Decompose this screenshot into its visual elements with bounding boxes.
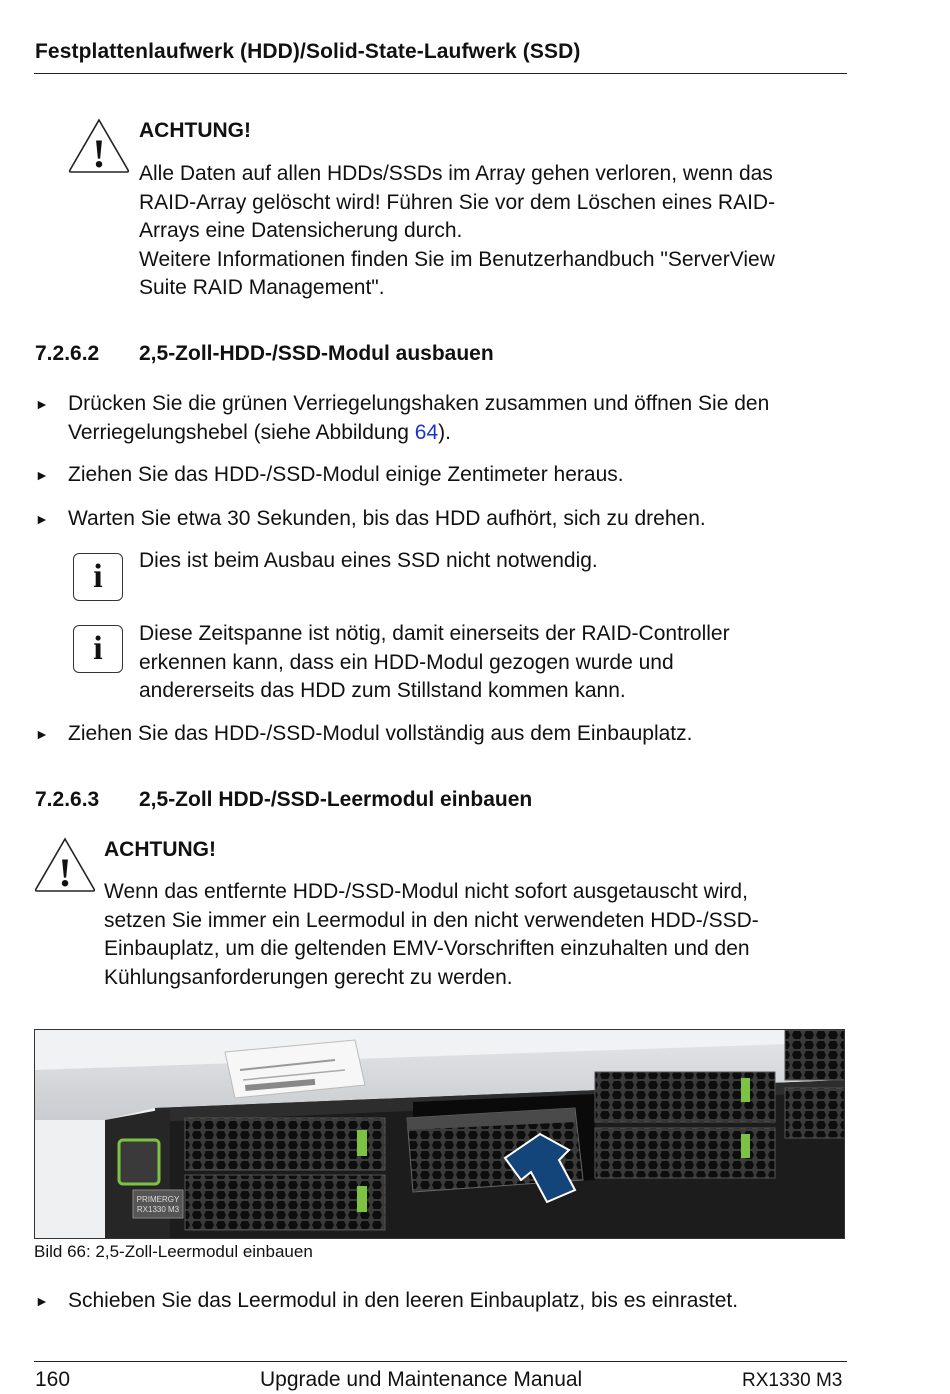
info-icon: i xyxy=(73,625,123,673)
bullet-icon: ► xyxy=(35,396,49,412)
info-text xyxy=(139,620,859,706)
figure-caption: Bild 66: 2,5-Zoll-Leermodul einbauen xyxy=(34,1242,313,1261)
caution2-line: setzen Sie immer ein Leermodul in den nicht verwendeten HDD-/SSD- xyxy=(104,908,759,932)
svg-text:!: ! xyxy=(92,131,106,176)
step-line-text: ). xyxy=(438,420,451,444)
server-drawing xyxy=(35,1030,845,1239)
step-line-text: Verriegelungshebel (siehe Abbildung xyxy=(68,420,415,444)
figure-server-illustration xyxy=(34,1029,845,1239)
step-line xyxy=(68,419,858,448)
svg-text:!: ! xyxy=(58,850,72,895)
bullet-icon: ► xyxy=(35,726,49,742)
section-title: 2,5-Zoll HDD-/SSD-Leermodul einbauen xyxy=(139,788,533,811)
section-number: 7.2.6.2 xyxy=(35,342,100,365)
caution1-line: Alle Daten auf allen HDDs/SSDs im Array gehen verloren, wenn das xyxy=(139,162,773,185)
header-rule xyxy=(34,73,847,74)
info-line: erkennen kann, dass ein HDD-Modul gezogen wurde und xyxy=(139,650,674,674)
footer-title: Upgrade und Maintenance Manual xyxy=(260,1368,583,1391)
step-text: Ziehen Sie das HDD-/SSD-Modul einige Zentimeter heraus. xyxy=(68,463,624,486)
step-text: Schieben Sie das Leermodul in den leeren Einbauplatz, bis es einrastet. xyxy=(68,1289,739,1312)
footer-model: RX1330 M3 xyxy=(742,1370,843,1391)
figure-label: RX1330 M3 xyxy=(136,1205,180,1214)
bullet-icon: ► xyxy=(35,1293,49,1309)
caution1-line: Weitere Informationen finden Sie im Benutzerhandbuch "ServerView xyxy=(139,247,775,271)
warning-icon xyxy=(67,117,131,177)
figure-link[interactable]: 64 xyxy=(414,420,439,444)
warning-icon xyxy=(33,836,97,896)
bullet-icon: ► xyxy=(35,511,49,527)
caution1-heading: ACHTUNG! xyxy=(139,119,251,142)
caution2-text xyxy=(104,878,864,992)
section-number: 7.2.6.3 xyxy=(35,788,100,811)
step-text: Warten Sie etwa 30 Sekunden, bis das HDD aufhört, sich zu drehen. xyxy=(68,507,706,530)
caution2-line: Einbauplatz, um die geltenden EMV-Vorschriften einzuhalten und den xyxy=(104,937,750,960)
info-icon: i xyxy=(73,553,123,601)
info-line: Diese Zeitspanne ist nötig, damit einerseits der RAID-Controller xyxy=(139,622,730,645)
caution2-line: Kühlungsanforderungen gerecht zu werden. xyxy=(104,965,513,989)
step-line: Drücken Sie die grünen Verriegelungshaken zusammen und öffnen Sie den xyxy=(68,392,770,415)
caution1-text xyxy=(139,160,859,303)
bullet-icon: ► xyxy=(35,467,49,483)
page-number: 160 xyxy=(35,1368,71,1391)
info-line: andererseits das HDD zum Stillstand kommen kann. xyxy=(139,679,626,702)
footer-rule xyxy=(34,1361,847,1362)
page-header-title: Festplattenlaufwerk (HDD)/Solid-State-Laufwerk (SSD) xyxy=(35,40,581,63)
caution1-line: Arrays eine Datensicherung durch. xyxy=(139,219,463,242)
figure-label: PRIMERGY xyxy=(136,1195,180,1204)
info-text: Dies ist beim Ausbau eines SSD nicht notwendig. xyxy=(139,549,598,572)
section-title: 2,5-Zoll-HDD-/SSD-Modul ausbauen xyxy=(139,342,494,365)
caution1-line: RAID-Array gelöscht wird! Führen Sie vor dem Löschen eines RAID- xyxy=(139,190,776,214)
caution1-line: Suite RAID Management". xyxy=(139,276,385,299)
step-text: Ziehen Sie das HDD-/SSD-Modul vollständig aus dem Einbauplatz. xyxy=(68,722,693,745)
step-text xyxy=(68,390,858,447)
caution2-heading: ACHTUNG! xyxy=(104,838,216,861)
caution2-line: Wenn das entfernte HDD-/SSD-Modul nicht sofort ausgetauscht wird, xyxy=(104,880,748,903)
